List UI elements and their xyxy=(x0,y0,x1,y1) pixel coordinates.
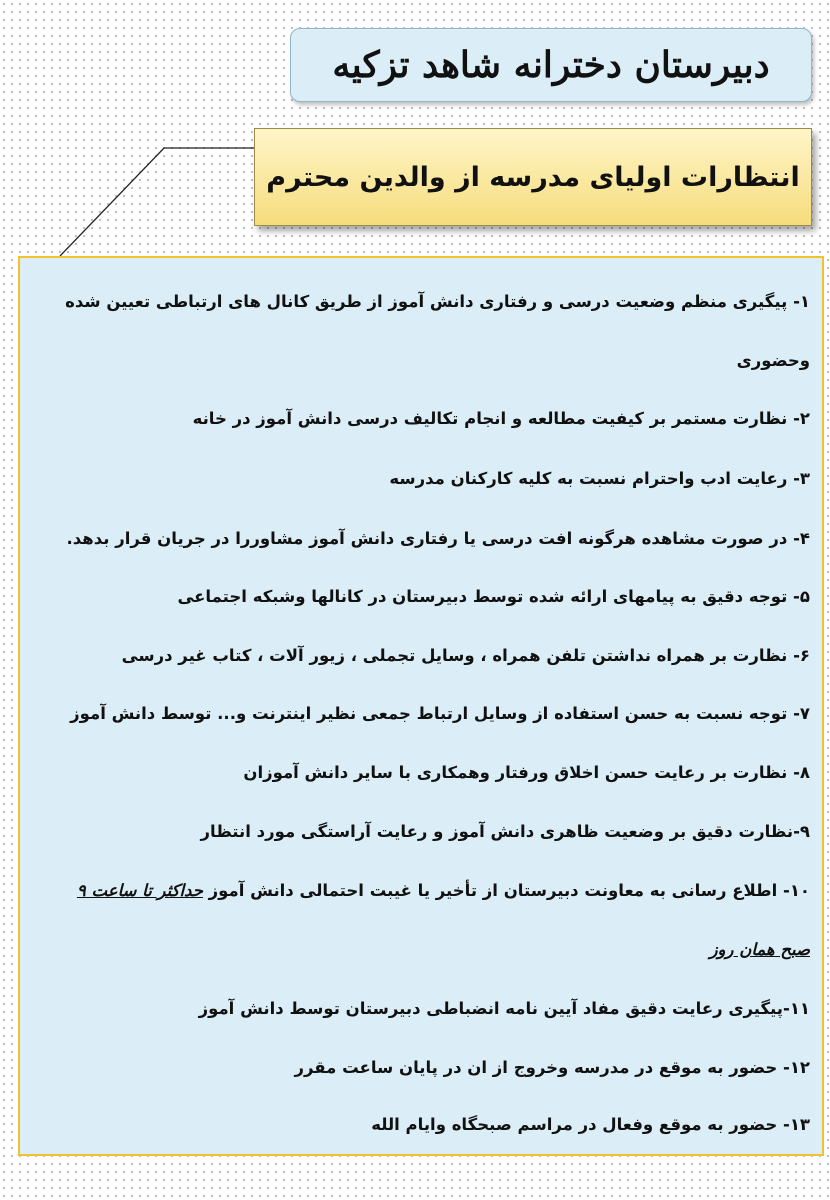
subtitle: انتظارات اولیای مدرسه از والدین محترم xyxy=(266,161,800,193)
list-item: ۱۳- حضور به موقع وفعال در مراسم صبحگاه وایام الله xyxy=(371,1115,810,1134)
list-item xyxy=(32,880,810,902)
list-item-text: ۱۰- اطلاع رسانی به معاونت دبیرستان از تأخیر یا غیبت احتمالی دانش آموز xyxy=(208,881,810,900)
list-item: ۱- پیگیری منظم وضعیت درسی و رفتاری دانش آموز از طریق کانال های ارتباطی تعیین شده xyxy=(65,292,810,311)
list-item: ۵- توجه دقیق به پیامهای ارائه شده توسط دبیرستان در کانالها وشبکه اجتماعی xyxy=(177,587,810,606)
deadline-continuation: صبح همان روز xyxy=(709,940,810,959)
list-item: ۸- نظارت بر رعایت حسن اخلاق ورفتار وهمکاری با سایر دانش آموزان xyxy=(243,763,810,782)
list-item: وحضوری xyxy=(736,351,810,370)
list-item: ۶- نظارت بر همراه نداشتن تلفن همراه ، وسایل تجملی ، زیور آلات ، کتاب غیر درسی xyxy=(121,646,810,665)
list-item: ۹-نظارت دقیق بر وضعیت ظاهری دانش آموز و رعایت آراستگی مورد انتظار xyxy=(200,822,810,841)
list-item: ۴- در صورت مشاهده هرگونه افت درسی یا رفتاری دانش آموز مشاوررا در جریان قرار بدهد. xyxy=(66,529,810,548)
expectations-list xyxy=(18,256,824,1156)
list-item: ۱۲- حضور به موقع در مدرسه وخروج از ان در پایان ساعت مقرر xyxy=(294,1058,810,1077)
school-title: دبیرستان دخترانه شاهد تزکیه xyxy=(332,44,770,86)
list-item: ۳- رعایت ادب واحترام نسبت به کلیه کارکنان مدرسه xyxy=(389,469,810,488)
list-item: ۲- نظارت مستمر بر کیفیت مطالعه و انجام تکالیف درسی دانش آموز در خانه xyxy=(192,409,810,428)
subtitle-box xyxy=(254,128,812,226)
deadline-emphasis: حداکثر تا ساعت ۹ xyxy=(76,881,203,900)
school-title-box xyxy=(290,28,812,102)
list-item-continuation xyxy=(32,939,810,961)
list-item: ۷- توجه نسبت به حسن استفاده از وسایل ارتباط جمعی نظیر اینترنت و... توسط دانش آموز xyxy=(70,704,810,723)
list-item: ۱۱-پیگیری رعایت دقیق مفاد آیین نامه انضباطی دبیرستان توسط دانش آموز xyxy=(198,999,810,1018)
